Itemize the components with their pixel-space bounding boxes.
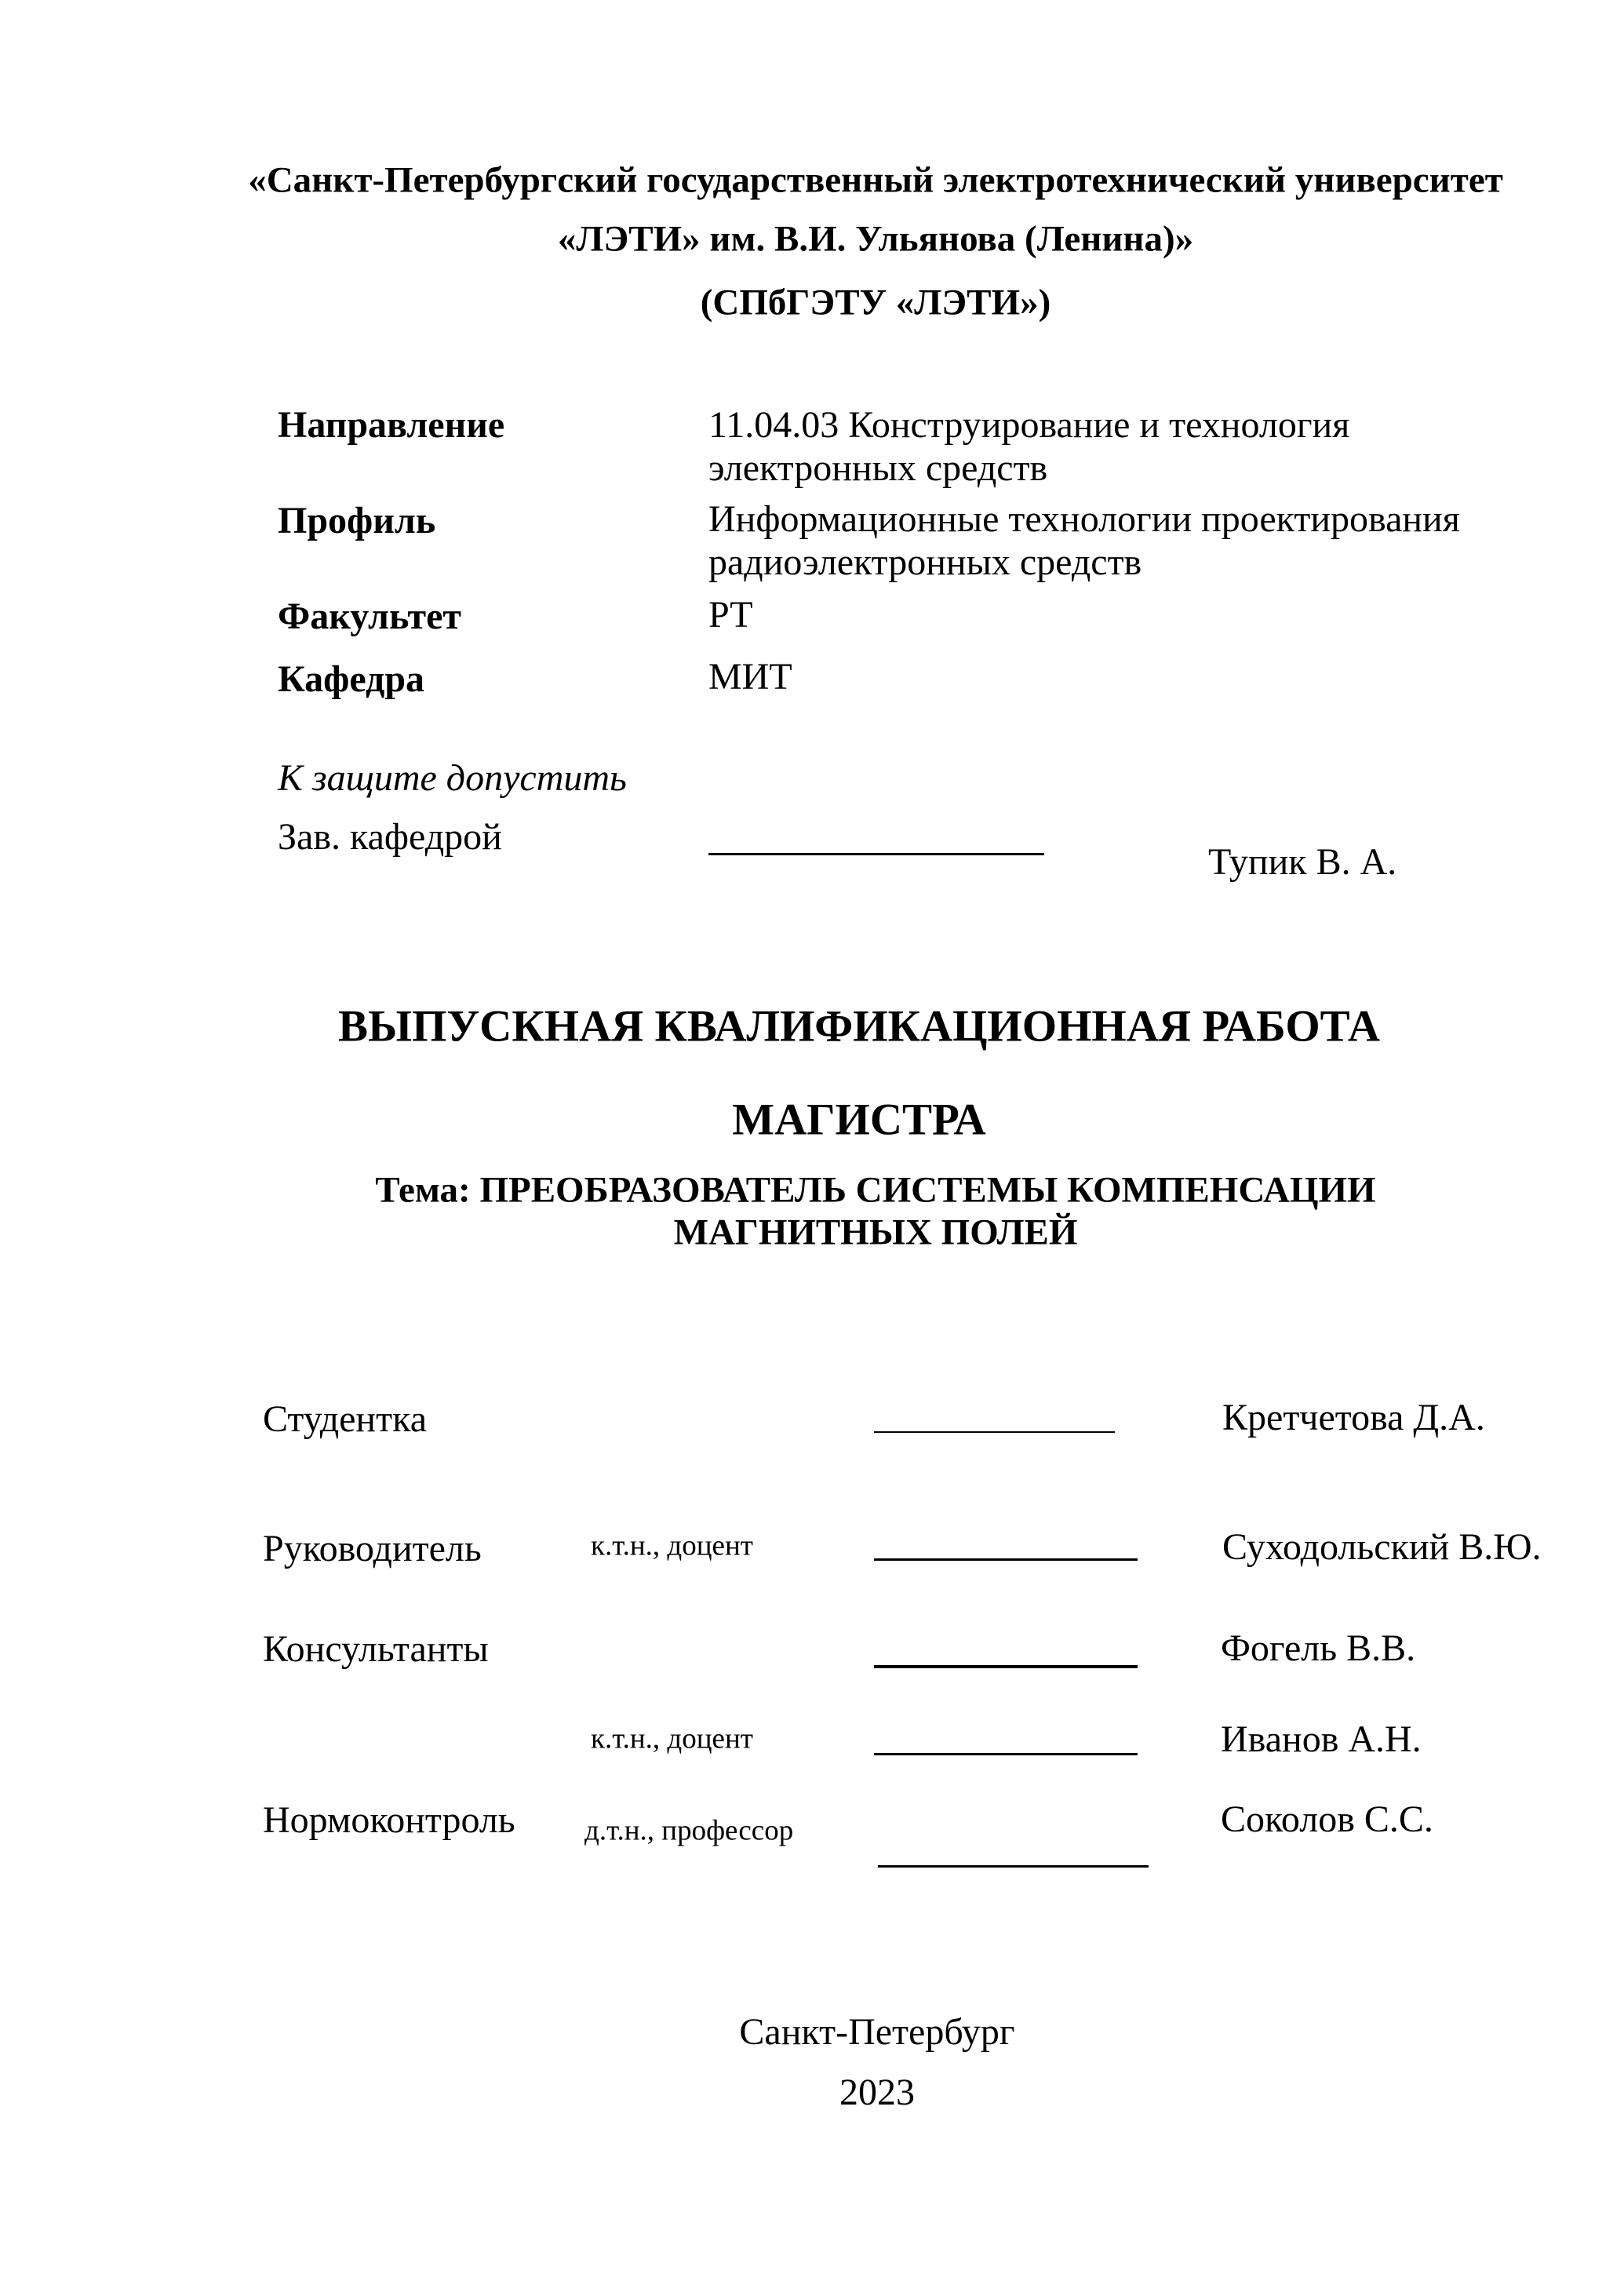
profile-value-line1: Информационные технологии проектирования [708, 498, 1460, 540]
norm-control-name: Соколов С.С. [1221, 1799, 1433, 1840]
faculty-label: Факультет [278, 596, 461, 637]
topic-line1: Тема: ПРЕОБРАЗОВАТЕЛЬ СИСТЕМЫ КОМПЕНСАЦИИ [375, 1169, 1376, 1211]
supervisor-degree: к.т.н., доцент [591, 1529, 753, 1562]
norm-control-signature-line [878, 1865, 1149, 1868]
department-label: Кафедра [278, 658, 425, 700]
university-abbreviation: (СПбГЭТУ «ЛЭТИ») [700, 282, 1051, 323]
head-signature-line [708, 853, 1044, 855]
consultant2-signature-line [874, 1753, 1138, 1755]
direction-label: Направление [278, 404, 505, 446]
consultant2-name: Иванов А.Н. [1221, 1718, 1422, 1760]
student-name: Кретчетова Д.А. [1222, 1397, 1485, 1438]
supervisor-signature-line [874, 1558, 1138, 1561]
faculty-value: РТ [708, 594, 753, 636]
consultants-role: Консультанты [263, 1628, 489, 1670]
head-of-department-label: Зав. кафедрой [278, 816, 502, 858]
university-name-line2: «ЛЭТИ» им. В.И. Ульянова (Ленина)» [557, 218, 1194, 260]
document-title-line2: МАГИСТРА [732, 1095, 986, 1145]
direction-value-line1: 11.04.03 Конструирование и технология [708, 404, 1350, 446]
admit-to-defense: К защите допустить [278, 757, 627, 799]
profile-label: Профиль [278, 500, 436, 541]
department-value: МИТ [708, 656, 792, 698]
year: 2023 [839, 2072, 915, 2113]
document-title-line1: ВЫПУСКНАЯ КВАЛИФИКАЦИОННАЯ РАБОТА [337, 1001, 1381, 1051]
head-of-department-name: Тупик В. А. [1208, 841, 1397, 883]
consultant1-name: Фогель В.В. [1221, 1627, 1416, 1669]
student-role: Студентка [263, 1398, 427, 1440]
topic-line2: МАГНИТНЫХ ПОЛЕЙ [673, 1212, 1078, 1253]
university-name-line1: «Санкт-Петербургский государственный электротехнический университет [248, 159, 1503, 201]
profile-value-line2: радиоэлектронных средств [708, 541, 1142, 583]
norm-control-degree: д.т.н., профессор [584, 1814, 794, 1847]
city: Санкт-Петербург [739, 2011, 1015, 2053]
consultant1-signature-line [874, 1665, 1138, 1668]
direction-value-line2: электронных средств [708, 447, 1048, 489]
consultant2-degree: к.т.н., доцент [591, 1722, 753, 1755]
student-signature-line [874, 1431, 1115, 1433]
supervisor-role: Руководитель [263, 1528, 482, 1569]
supervisor-name: Суходольский В.Ю. [1222, 1526, 1542, 1568]
norm-control-role: Нормоконтроль [263, 1799, 515, 1841]
